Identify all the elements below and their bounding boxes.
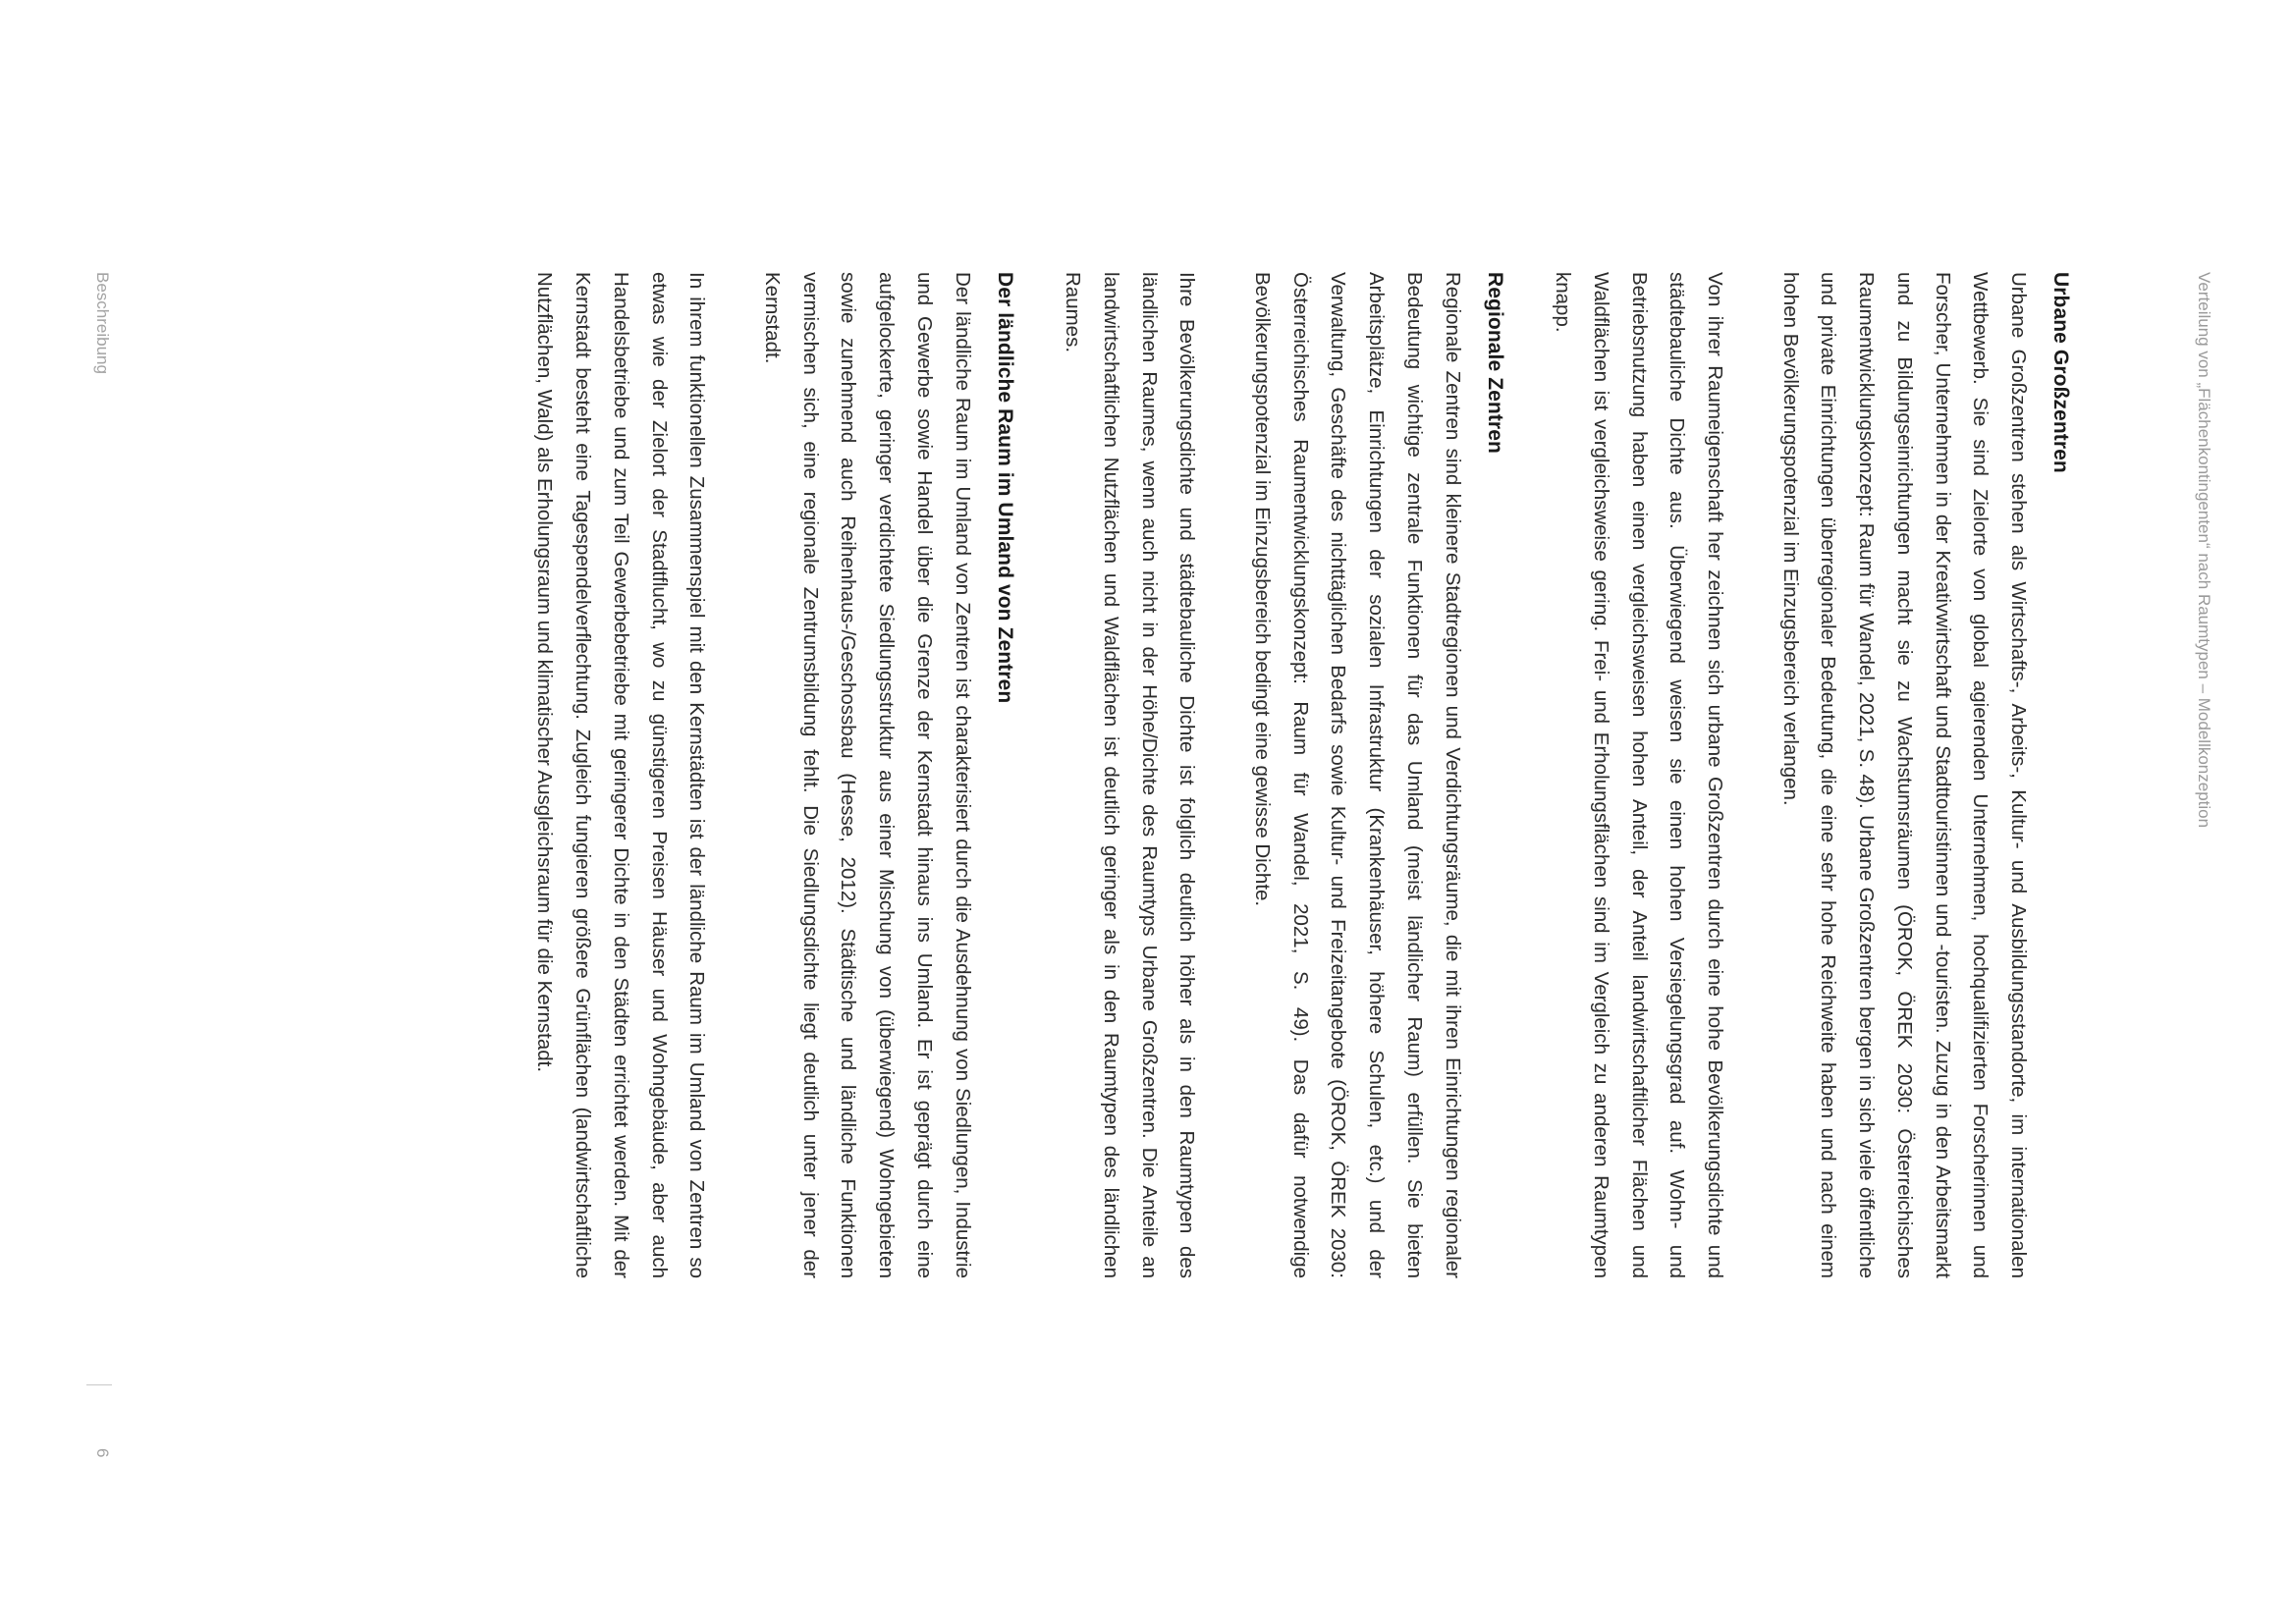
document-body — [488, 272, 2072, 1278]
section-urbane-grosszentren — [1544, 272, 2072, 1278]
page-number: 6 — [93, 1448, 112, 1458]
paragraph: In ihrem funktionellen Zusammenspiel mit den Kernstädten ist der ländliche Raum im Umland von Zentren so etwas wie der Zielort der Stadtflucht, wo zu günstigeren Preisen Häuser und Wohngebäude, aber auch Handelsbetriebe und zum Teil Gewerbebetriebe mit geringerer Dichte in den Städten errichtet werden. Mit der Kernstadt besteht eine Tagespendelverflechtung. Zugleich fungieren größere Grünflächen (landwirtschaftliche Nutzflächen, Wald) als Erholungsraum und klimatischer Ausgleichsraum für die Kernstadt. — [533, 272, 709, 1278]
footer-section-label: Beschreibung — [93, 272, 112, 374]
footer-divider — [86, 1384, 112, 1385]
paragraph: Urbane Großzentren stehen als Wirtschafts-, Arbeits-, Kultur- und Ausbildungsstandorte, im internationalen Wettbewerb. Sie sind Zielorte von global agierenden Unternehmen, hochqualifizierten Forscherinnen und Forscher, Unternehmen in der Kreativwirtschaft und Stadttouristinnen und -touristen. Zuzug in den Arbeitsmarkt und zu Bildungseinrichtungen macht sie zu Wachstumsräumen (ÖROK, ÖREK 2030: Österreichisches Raumentwicklungskonzept: Raum für Wandel, 2021, S. 48). Urbane Großzentren bergen in sich viele öffentliche und private Einrichtungen überregionaler Bedeutung, die eine sehr hohe Reichweite haben und nach einem hohen Bevölkerungspotenzial im Einzugsbereich verlangen. — [1778, 272, 2030, 1278]
paragraph: Der ländliche Raum im Umland von Zentren ist charakterisiert durch die Ausdehnung von Siedlungen, Industrie und Gewerbe sowie Handel über die Grenze der Kernstadt hinaus ins Umland. Er ist geprägt durch eine aufgelockerte, geringer verdichtete Siedlungsstruktur aus einer Mischung von (überwiegend) Wohngebieten sowie zunehmend auch Reihenhaus-/Geschossbau (Hesse, 2012). Städtische und ländliche Funktionen vermischen sich, eine regionale Zentrumsbildung fehlt. Die Siedlungsdichte liegt deutlich unter jener der Kernstadt. — [761, 272, 974, 1278]
paragraph: Regionale Zentren sind kleinere Stadtregionen und Verdichtungsräume, die mit ihren Einrichtungen regionaler Bedeutung wichtige zentrale Funktionen für das Umland (meist ländlicher Raum) erfüllen. Sie bieten Arbeitsplätze, Einrichtungen der sozialen Infrastruktur (Krankenhäuser, höhere Schulen, etc.) und der Verwaltung, Geschäfte des nichttäglichen Bedarfs sowie Kultur- und Freizeitangebote (ÖROK, ÖREK 2030: Österreichisches Raumentwicklungskonzept: Raum für Wandel, 2021, S. 49). Das dafür notwendige Bevölkerungspotenzial im Einzugsbereich bedingt eine gewisse Dichte. — [1251, 272, 1464, 1278]
running-header: Verteilung von „Flächenkontingenten“ nach Raumtypen – Modellkonzeption — [2195, 272, 2213, 829]
paragraph: Ihre Bevölkerungsdichte und städtebauliche Dichte ist folglich deutlich höher als in den Raumtypen des ländlichen Raumes, wenn auch nicht in der Höhe/Dichte des Raumtyps Urbane Großzentren. Die Anteile an landwirtschaftlichen Nutzflächen und Waldflächen ist deutlich geringer als in den Raumtypen des ländlichen Raumes. — [1062, 272, 1199, 1278]
section-heading: Regionale Zentren — [1483, 272, 1506, 454]
section-regionale-zentren — [1054, 272, 1506, 1278]
section-laendlicher-raum-umland — [525, 272, 1016, 1278]
section-heading: Urbane Großzentren — [2049, 272, 2072, 473]
section-heading: Der ländliche Raum im Umland von Zentren — [993, 272, 1016, 704]
paragraph: Von ihrer Raumeigenschaft her zeichnen sich urbane Großzentren durch eine hohe Bevölkerungsdichte und städtebauliche Dichte aus. Überwiegend weisen sie einen hohen Versiegelungsgrad auf. Wohn- und Betriebsnutzung haben einen vergleichsweisen hohen Anteil, der Anteil landwirtschaftlicher Flächen und Waldflächen ist vergleichsweise gering. Frei- und Erholungsflächen sind im Vergleich zu anderen Raumtypen knapp. — [1552, 272, 1727, 1278]
